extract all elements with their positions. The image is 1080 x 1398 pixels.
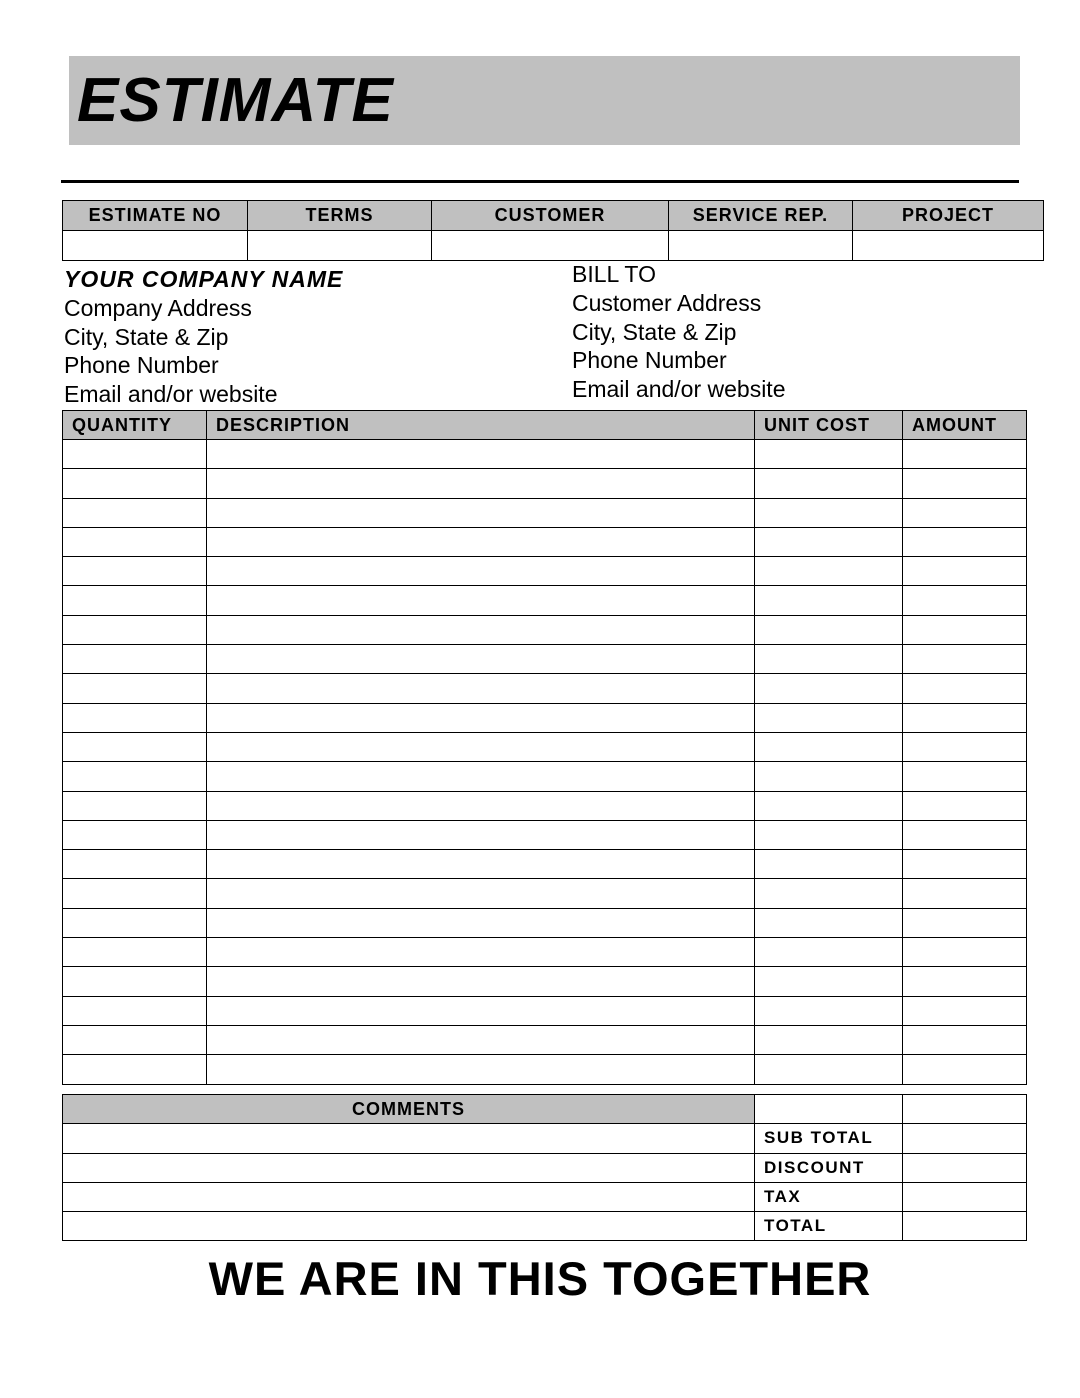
amount-cell[interactable] <box>903 967 1027 996</box>
discount-label: DISCOUNT <box>755 1153 903 1182</box>
totals-blank-label <box>755 1095 903 1124</box>
quantity-cell[interactable] <box>63 762 207 791</box>
table-row <box>63 791 1027 820</box>
quantity-cell[interactable] <box>63 732 207 761</box>
line-items-table <box>62 410 1027 1085</box>
amount-cell[interactable] <box>903 791 1027 820</box>
amount-cell[interactable] <box>903 908 1027 937</box>
quantity-cell[interactable] <box>63 557 207 586</box>
quantity-cell[interactable] <box>63 645 207 674</box>
table-row <box>63 820 1027 849</box>
table-row <box>63 615 1027 644</box>
quantity-cell[interactable] <box>63 498 207 527</box>
quantity-cell[interactable] <box>63 615 207 644</box>
unit-cost-cell[interactable] <box>755 527 903 556</box>
amount-cell[interactable] <box>903 615 1027 644</box>
quantity-cell[interactable] <box>63 527 207 556</box>
amount-cell[interactable] <box>903 938 1027 967</box>
unit-cost-cell[interactable] <box>755 645 903 674</box>
table-row <box>63 938 1027 967</box>
amount-cell[interactable] <box>903 440 1027 469</box>
unit-cost-cell[interactable] <box>755 1025 903 1054</box>
bill-to-email: Email and/or website <box>572 375 786 402</box>
quantity-cell[interactable] <box>63 850 207 879</box>
description-cell[interactable] <box>207 879 755 908</box>
description-cell[interactable] <box>207 703 755 732</box>
description-cell[interactable] <box>207 557 755 586</box>
amount-cell[interactable] <box>903 879 1027 908</box>
unit-cost-cell[interactable] <box>755 732 903 761</box>
line-items-body <box>63 440 1027 1085</box>
unit-cost-cell[interactable] <box>755 674 903 703</box>
bill-to-phone: Phone Number <box>572 347 727 373</box>
amount-cell[interactable] <box>903 820 1027 849</box>
amount-cell[interactable] <box>903 586 1027 615</box>
totals-blank-value[interactable] <box>903 1095 1027 1124</box>
slogan: WE ARE IN THIS TOGETHER <box>208 1252 872 1305</box>
unit-cost-cell[interactable] <box>755 762 903 791</box>
company-city: City, State & Zip <box>64 323 229 350</box>
quantity-cell[interactable] <box>63 674 207 703</box>
description-cell[interactable] <box>207 440 755 469</box>
unit-cost-cell[interactable] <box>755 703 903 732</box>
unit-cost-cell[interactable] <box>755 791 903 820</box>
amount-cell[interactable] <box>903 762 1027 791</box>
comments-line[interactable] <box>63 1182 755 1211</box>
table-row <box>63 762 1027 791</box>
amount-header: AMOUNT <box>903 411 1027 440</box>
quantity-cell[interactable] <box>63 469 207 498</box>
subtotal-label: SUB TOTAL <box>755 1124 903 1153</box>
tax-label: TAX <box>755 1182 903 1211</box>
bill-to-address: Customer Address <box>572 290 762 316</box>
amount-cell[interactable] <box>903 527 1027 556</box>
quantity-cell[interactable] <box>63 908 207 937</box>
terms-field[interactable] <box>248 231 432 261</box>
unit-cost-cell[interactable] <box>755 967 903 996</box>
discount-value[interactable] <box>903 1153 1027 1182</box>
description-cell[interactable] <box>207 645 755 674</box>
estimate-no-header: ESTIMATE NO <box>63 201 248 231</box>
title-rule <box>61 180 1019 183</box>
estimate-no-field[interactable] <box>63 231 248 261</box>
unit-cost-cell[interactable] <box>755 1055 903 1084</box>
description-cell[interactable] <box>207 791 755 820</box>
amount-cell[interactable] <box>903 1025 1027 1054</box>
amount-cell[interactable] <box>903 498 1027 527</box>
title-band <box>69 56 1020 145</box>
table-row <box>63 557 1027 586</box>
service-rep-field[interactable] <box>669 231 853 261</box>
description-cell[interactable] <box>207 820 755 849</box>
unit-cost-header: UNIT COST <box>755 411 903 440</box>
amount-cell[interactable] <box>903 469 1027 498</box>
amount-cell[interactable] <box>903 645 1027 674</box>
amount-cell[interactable] <box>903 674 1027 703</box>
unit-cost-cell[interactable] <box>755 820 903 849</box>
table-row <box>63 1055 1027 1084</box>
quantity-cell[interactable] <box>63 703 207 732</box>
unit-cost-cell[interactable] <box>755 469 903 498</box>
unit-cost-cell[interactable] <box>755 440 903 469</box>
description-cell[interactable] <box>207 762 755 791</box>
description-cell[interactable] <box>207 938 755 967</box>
description-cell[interactable] <box>207 586 755 615</box>
unit-cost-cell[interactable] <box>755 586 903 615</box>
bill-to-title: BILL TO <box>572 261 656 287</box>
description-cell[interactable] <box>207 908 755 937</box>
table-row <box>63 850 1027 879</box>
amount-cell[interactable] <box>903 850 1027 879</box>
quantity-cell[interactable] <box>63 879 207 908</box>
project-header: PROJECT <box>853 201 1044 231</box>
quantity-cell[interactable] <box>63 938 207 967</box>
description-cell[interactable] <box>207 732 755 761</box>
comments-line[interactable] <box>63 1153 755 1182</box>
quantity-header: QUANTITY <box>63 411 207 440</box>
description-cell[interactable] <box>207 850 755 879</box>
project-field[interactable] <box>853 231 1044 261</box>
table-row <box>63 645 1027 674</box>
quantity-cell[interactable] <box>63 820 207 849</box>
table-row <box>63 527 1027 556</box>
quantity-cell[interactable] <box>63 1025 207 1054</box>
unit-cost-cell[interactable] <box>755 938 903 967</box>
table-row <box>63 1025 1027 1054</box>
comments-header: COMMENTS <box>63 1095 755 1124</box>
quantity-cell[interactable] <box>63 996 207 1025</box>
amount-cell[interactable] <box>903 996 1027 1025</box>
description-cell[interactable] <box>207 674 755 703</box>
unit-cost-cell[interactable] <box>755 557 903 586</box>
table-row <box>63 498 1027 527</box>
unit-cost-cell[interactable] <box>755 498 903 527</box>
amount-cell[interactable] <box>903 1055 1027 1084</box>
table-row <box>63 674 1027 703</box>
table-row <box>63 586 1027 615</box>
unit-cost-cell[interactable] <box>755 615 903 644</box>
amount-cell[interactable] <box>903 732 1027 761</box>
description-cell[interactable] <box>207 615 755 644</box>
company-name: YOUR COMPANY NAME <box>64 266 344 292</box>
table-row <box>63 967 1027 996</box>
unit-cost-cell[interactable] <box>755 996 903 1025</box>
customer-field[interactable] <box>432 231 669 261</box>
customer-header: CUSTOMER <box>432 201 669 231</box>
quantity-cell[interactable] <box>63 586 207 615</box>
tax-value[interactable] <box>903 1182 1027 1211</box>
totals-table <box>62 1094 1027 1241</box>
description-cell[interactable] <box>207 967 755 996</box>
description-cell[interactable] <box>207 1025 755 1054</box>
comments-line[interactable] <box>63 1212 755 1241</box>
company-phone: Phone Number <box>64 352 219 378</box>
description-cell[interactable] <box>207 527 755 556</box>
unit-cost-cell[interactable] <box>755 908 903 937</box>
description-cell[interactable] <box>207 1055 755 1084</box>
amount-cell[interactable] <box>903 557 1027 586</box>
amount-cell[interactable] <box>903 703 1027 732</box>
table-row <box>63 703 1027 732</box>
bill-to-city: City, State & Zip <box>572 318 737 345</box>
description-cell[interactable] <box>207 498 755 527</box>
service-rep-header: SERVICE REP. <box>669 201 853 231</box>
table-row <box>63 996 1027 1025</box>
table-row <box>63 732 1027 761</box>
description-header: DESCRIPTION <box>207 411 755 440</box>
terms-header: TERMS <box>248 201 432 231</box>
table-row <box>63 879 1027 908</box>
total-value[interactable] <box>903 1212 1027 1241</box>
quantity-cell[interactable] <box>63 967 207 996</box>
bill-to-block <box>572 260 786 403</box>
company-address: Company Address <box>64 295 252 321</box>
description-cell[interactable] <box>207 996 755 1025</box>
quantity-cell[interactable] <box>63 440 207 469</box>
company-block <box>64 264 343 408</box>
table-row <box>63 440 1027 469</box>
description-cell[interactable] <box>207 469 755 498</box>
company-email: Email and/or website <box>64 380 278 407</box>
document-title: ESTIMATE <box>77 66 394 135</box>
estimate-meta-table <box>62 200 1044 261</box>
unit-cost-cell[interactable] <box>755 850 903 879</box>
table-row <box>63 469 1027 498</box>
subtotal-value[interactable] <box>903 1124 1027 1153</box>
unit-cost-cell[interactable] <box>755 879 903 908</box>
total-label: TOTAL <box>755 1212 903 1241</box>
table-row <box>63 908 1027 937</box>
quantity-cell[interactable] <box>63 1055 207 1084</box>
comments-line[interactable] <box>63 1124 755 1153</box>
quantity-cell[interactable] <box>63 791 207 820</box>
